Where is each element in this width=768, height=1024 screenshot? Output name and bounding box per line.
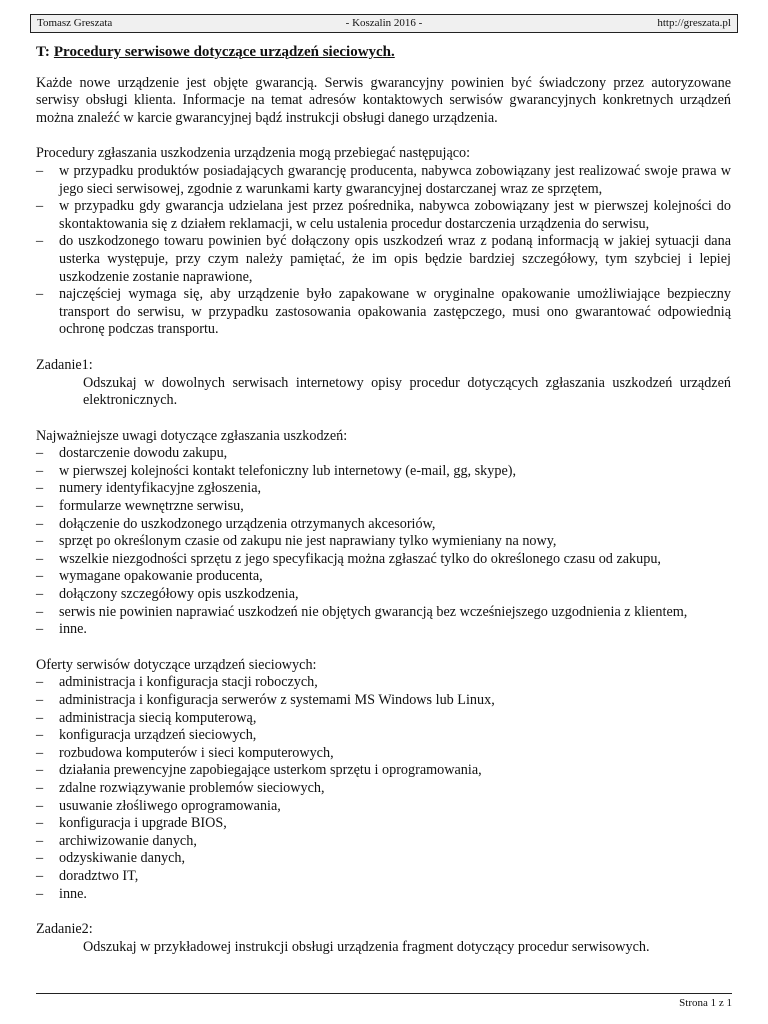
list-item-text: w przypadku gdy gwarancja udzielana jest przez pośrednika, nabywca zobowiązany jest w pierwszej kolejności do skontaktowania się z działem reklamacji, w celu ustalenia procedur dostarczenia urządzenia do serwisu, bbox=[59, 198, 731, 232]
dash-bullet: – bbox=[36, 621, 44, 638]
list-item bbox=[36, 480, 731, 498]
dash-bullet: – bbox=[36, 674, 44, 691]
dash-bullet: – bbox=[36, 162, 44, 179]
list-item-text: administracja i konfiguracja stacji roboczych, bbox=[59, 674, 318, 691]
list-item bbox=[36, 621, 731, 639]
list-item-text: formularze wewnętrzne serwisu, bbox=[59, 498, 244, 515]
list-item-text: wymagane opakowanie producenta, bbox=[59, 568, 263, 585]
list-item-text: konfiguracja i upgrade BIOS, bbox=[59, 815, 227, 832]
list-item-text: rozbudowa komputerów i sieci komputerowych, bbox=[59, 744, 334, 761]
list-item-text: archiwizowanie danych, bbox=[59, 832, 197, 849]
dash-bullet: – bbox=[36, 779, 44, 796]
list-item bbox=[36, 233, 731, 286]
dash-bullet: – bbox=[36, 480, 44, 497]
dash-bullet: – bbox=[36, 462, 44, 479]
dash-bullet: – bbox=[36, 515, 44, 532]
list-item bbox=[36, 286, 731, 339]
dash-bullet: – bbox=[36, 709, 44, 726]
list-item-text: w przypadku produktów posiadających gwarancję producenta, nabywca zobowiązany jest realizować swoje prawa w jego sieci serwisowej, zgodnie z warunkami karty gwarancyjnej dostarczanej wraz ze sprzętem, bbox=[59, 162, 731, 197]
list-item-text: administracja siecią komputerową, bbox=[59, 709, 257, 726]
dash-bullet: – bbox=[36, 233, 44, 250]
list-item-text: dołączony szczegółowy opis uszkodzenia, bbox=[59, 586, 299, 603]
list-item-text: inne. bbox=[59, 621, 87, 638]
header-author: Tomasz Greszata bbox=[37, 17, 113, 29]
list-item bbox=[36, 445, 731, 463]
dash-bullet: – bbox=[36, 568, 44, 585]
list-item bbox=[36, 551, 731, 569]
page-header bbox=[30, 14, 738, 33]
list-item bbox=[36, 780, 731, 798]
dash-bullet: – bbox=[36, 550, 44, 567]
dash-bullet: – bbox=[36, 586, 44, 603]
document-body bbox=[36, 44, 731, 956]
header-location-year: - Koszalin 2016 - bbox=[345, 17, 423, 29]
list-item-text: usuwanie złośliwego oprogramowania, bbox=[59, 797, 281, 814]
offers-list bbox=[36, 674, 731, 903]
task1-text: Odszukaj w dowolnych serwisach internetowy opisy procedur dotyczących zgłaszania uszkodzeń urządzeń elektronicznych. bbox=[83, 374, 731, 409]
page-number: Strona 1 z 1 bbox=[679, 997, 732, 1009]
list-item-text: serwis nie powinien naprawiać uszkodzeń nie objętych gwarancją bez wcześniejszego uzgodnienia z klientem, bbox=[59, 603, 688, 620]
dash-bullet: – bbox=[36, 815, 44, 832]
list-item bbox=[36, 815, 731, 833]
list-item-text: konfiguracja urządzeń sieciowych, bbox=[59, 727, 257, 744]
procedures-section bbox=[36, 145, 731, 339]
list-item-text: inne. bbox=[59, 885, 87, 902]
list-item-text: dołączenie do uszkodzonego urządzenia otrzymanych akcesoriów, bbox=[59, 515, 436, 532]
dash-bullet: – bbox=[36, 832, 44, 849]
list-item bbox=[36, 886, 731, 904]
dash-bullet: – bbox=[36, 498, 44, 515]
dash-bullet: – bbox=[36, 850, 44, 867]
header-url[interactable]: http://greszata.pl bbox=[657, 17, 731, 29]
task1-section bbox=[36, 357, 731, 410]
list-item bbox=[36, 463, 731, 481]
dash-bullet: – bbox=[36, 797, 44, 814]
list-item bbox=[36, 692, 731, 710]
list-item-text: do uszkodzonego towaru powinien być dołączony opis uszkodzeń wraz z podaną informacją w jakiej sytuacji dana usterka występuje, przy czym należy pamiętać, że im opis będzie bardziej szczegółowy, tym szybciej i lepiej uszkodzenie zostanie naprawione, bbox=[59, 233, 731, 285]
list-item-text: dostarczenie dowodu zakupu, bbox=[59, 445, 228, 462]
list-item bbox=[36, 586, 731, 604]
list-item bbox=[36, 868, 731, 886]
dash-bullet: – bbox=[36, 445, 44, 462]
task2-label: Zadanie2: bbox=[36, 921, 93, 938]
list-item bbox=[36, 516, 731, 534]
task1-label: Zadanie1: bbox=[36, 356, 93, 373]
dash-bullet: – bbox=[36, 762, 44, 779]
procedures-heading: Procedury zgłaszania uszkodzenia urządzenia mogą przebiegać następująco: bbox=[36, 145, 471, 162]
dash-bullet: – bbox=[36, 885, 44, 902]
list-item bbox=[36, 163, 731, 198]
dash-bullet: – bbox=[36, 867, 44, 884]
procedures-list bbox=[36, 163, 731, 339]
list-item bbox=[36, 604, 731, 622]
dash-bullet: – bbox=[36, 727, 44, 744]
dash-bullet: – bbox=[36, 286, 44, 303]
intro-paragraph: Każde nowe urządzenie jest objęte gwarancją. Serwis gwarancyjny powinien być świadczony przez autoryzowane serwisy obsługi klienta. Informacje na temat adresów kontaktowych serwisów gwarancyjnych konkretnych urządzeń można znaleźć w karcie gwarancyjnej bądź instrukcji obsługi danego urządzenia. bbox=[36, 74, 731, 126]
list-item-text: administracja i konfiguracja serwerów z systemami MS Windows lub Linux, bbox=[59, 692, 495, 708]
list-item-text: najczęściej wymaga się, aby urządzenie było zapakowane w oryginalne opakowanie umożliwiające bezpieczny transport do serwisu, w przypadku zastosowania opakowania zastępczego, musi ono gwarantować odpowiednią ochronę podczas transportu. bbox=[59, 286, 731, 338]
task2-section bbox=[36, 921, 731, 956]
list-item bbox=[36, 198, 731, 233]
list-item bbox=[36, 674, 731, 692]
footer-divider bbox=[36, 993, 732, 994]
title-text: Procedury serwisowe dotyczące urządzeń sieciowych. bbox=[53, 44, 395, 60]
list-item bbox=[36, 568, 731, 586]
dash-bullet: – bbox=[36, 198, 44, 215]
list-item-text: odzyskiwanie danych, bbox=[59, 850, 186, 867]
dash-bullet: – bbox=[36, 692, 44, 708]
remarks-list bbox=[36, 445, 731, 639]
offers-section bbox=[36, 657, 731, 903]
offers-heading: Oferty serwisów dotyczące urządzeń sieciowych: bbox=[36, 656, 317, 673]
task2-text: Odszukaj w przykładowej instrukcji obsługi urządzenia fragment dotyczący procedur serwisowych. bbox=[83, 938, 650, 955]
remarks-heading: Najważniejsze uwagi dotyczące zgłaszania uszkodzeń: bbox=[36, 427, 348, 444]
dash-bullet: – bbox=[36, 603, 44, 620]
list-item-text: sprzęt po określonym czasie od zakupu nie jest naprawiany tylko wymieniany na nowy, bbox=[59, 533, 557, 550]
list-item bbox=[36, 833, 731, 851]
list-item-text: zdalne rozwiązywanie problemów sieciowych, bbox=[59, 779, 325, 796]
list-item bbox=[36, 533, 731, 551]
list-item-text: wszelkie niezgodności sprzętu z jego specyfikacją można zgłaszać tylko do określonego czasu od zakupu, bbox=[59, 550, 661, 567]
list-item bbox=[36, 727, 731, 745]
document-title bbox=[36, 44, 731, 62]
remarks-section bbox=[36, 428, 731, 639]
list-item bbox=[36, 762, 731, 780]
list-item bbox=[36, 850, 731, 868]
list-item bbox=[36, 798, 731, 816]
dash-bullet: – bbox=[36, 744, 44, 761]
list-item-text: numery identyfikacyjne zgłoszenia, bbox=[59, 480, 262, 497]
list-item-text: działania prewencyjne zapobiegające usterkom sprzętu i oprogramowania, bbox=[59, 762, 482, 779]
title-prefix: T: bbox=[36, 44, 50, 60]
dash-bullet: – bbox=[36, 533, 44, 550]
list-item bbox=[36, 745, 731, 763]
list-item bbox=[36, 498, 731, 516]
list-item bbox=[36, 710, 731, 728]
list-item-text: w pierwszej kolejności kontakt telefoniczny lub internetowy (e-mail, gg, skype), bbox=[59, 462, 517, 479]
list-item-text: doradztwo IT, bbox=[59, 867, 139, 884]
